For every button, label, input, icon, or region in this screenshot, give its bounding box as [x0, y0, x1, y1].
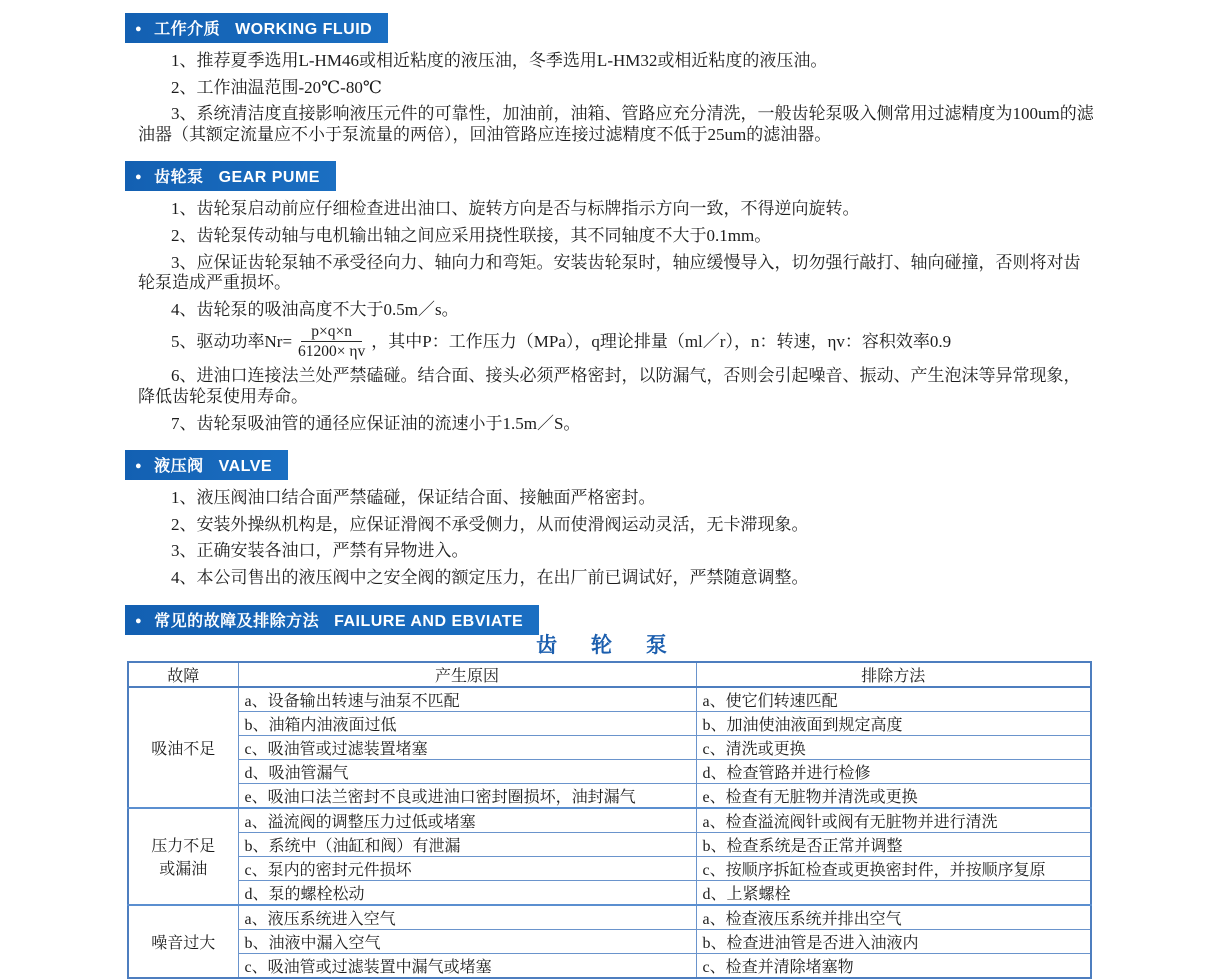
section-failure: [0, 605, 1215, 979]
working-fluid-item-1: 1、推荐夏季选用L-HM46或相近粘度的液压油，冬季选用L-HM32或相近粘度的液压油。: [171, 51, 828, 70]
cause-cell: b、油箱内油液面过低: [238, 711, 696, 735]
fault-table: [127, 661, 1092, 979]
col-header-fault: 故障: [128, 662, 238, 687]
working-fluid-item-2: 2、工作油温范围-20℃-80℃: [171, 77, 382, 97]
remedy-cell: a、检查溢流阀针或阀有无脏物并进行清洗: [696, 808, 1091, 833]
remedy-cell: e、检查有无脏物并清洗或更换: [696, 783, 1091, 808]
valve-item-3: 3、正确安装各油口，严禁有异物进入。: [171, 541, 469, 561]
table-row: [128, 929, 1091, 953]
section-title-cn: 液压阀: [154, 458, 204, 476]
table-row: [128, 953, 1091, 978]
cause-cell: b、系统中（油缸和阀）有泄漏: [238, 832, 696, 856]
cause-cell: c、泵内的密封元件损坏: [238, 856, 696, 880]
col-header-remedy: 排除方法: [696, 662, 1091, 687]
fault-label: 或漏油: [159, 861, 208, 878]
fault-label: 压力不足: [151, 838, 216, 855]
section-title-cn: 常见的故障及排除方法: [154, 612, 320, 630]
fault-table-title: 齿 轮 泵: [536, 633, 681, 657]
remedy-cell: c、按顺序拆缸检查或更换密封件，并按顺序复原: [696, 856, 1091, 880]
table-row: [128, 759, 1091, 783]
remedy-cell: d、检查管路并进行检修: [696, 759, 1091, 783]
fault-cell-insufficient-pressure: [128, 808, 238, 905]
remedy-cell: b、检查系统是否正常并调整: [696, 832, 1091, 856]
table-row: [128, 687, 1091, 712]
section-title-cn: 工作介质: [154, 21, 221, 38]
section-gear-pump: [0, 161, 1215, 434]
bullet-icon: ●: [135, 614, 143, 627]
valve-item-1: 1、液压阀油口结合面严禁磕碰，保证结合面、接触面严格密封。: [171, 488, 656, 508]
gear-pump-item-5-formula: [138, 323, 1096, 360]
remedy-cell: c、检查并清除堵塞物: [696, 953, 1091, 978]
section-title-en: WORKING FLUID: [235, 21, 373, 38]
table-header-row: [128, 662, 1091, 687]
gear-pump-item-1: 1、齿轮泵启动前应仔细检查进出油口、旋转方向是否与标牌指示方向一致，不得逆向旋转。: [171, 199, 860, 219]
table-row: [128, 905, 1091, 930]
remedy-cell: d、上紧螺栓: [696, 880, 1091, 905]
bullet-icon: ●: [135, 460, 143, 473]
gear-pump-item-2: 2、齿轮泵传动轴与电机输出轴之间应采用挠性联接，其不同轴度不大于0.1mm。: [171, 225, 772, 245]
table-row: [128, 808, 1091, 833]
remedy-cell: c、清洗或更换: [696, 735, 1091, 759]
remedy-cell: b、检查进油管是否进入油液内: [696, 929, 1091, 953]
fault-cell-excessive-noise: [128, 905, 238, 978]
section-header-valve: [125, 450, 288, 480]
table-row: [128, 711, 1091, 735]
remedy-cell: b、加油使油液面到规定高度: [696, 711, 1091, 735]
section-header-working-fluid: [125, 13, 388, 43]
formula-numerator: p×q×n: [301, 323, 362, 342]
table-row: [128, 783, 1091, 808]
section-working-fluid: [0, 13, 1215, 145]
col-header-cause: 产生原因: [238, 662, 696, 687]
section-title-en: FAILURE AND EBVIATE: [334, 612, 524, 630]
formula-prefix: 5、驱动功率Nr=: [171, 331, 293, 351]
formula-fraction: [298, 323, 365, 360]
valve-item-4: 4、本公司售出的液压阀中之安全阀的额定压力，在出厂前已调试好，严禁随意调整。: [171, 567, 809, 587]
fault-label: 噪音过大: [151, 934, 216, 952]
bullet-icon: ●: [135, 171, 143, 184]
table-row: [128, 832, 1091, 856]
section-title-cn: 齿轮泵: [154, 169, 204, 187]
bullet-icon: ●: [135, 23, 143, 35]
cause-cell: a、液压系统进入空气: [238, 905, 696, 930]
formula-denominator: 61200× ηv: [298, 343, 366, 361]
table-row: [128, 880, 1091, 905]
fault-cell-insufficient-suction: [128, 687, 238, 808]
cause-cell: d、吸油管漏气: [238, 759, 696, 783]
remedy-cell: a、使它们转速匹配: [696, 687, 1091, 712]
gear-pump-item-4: 4、齿轮泵的吸油高度不大于0.5m／s。: [171, 299, 459, 319]
cause-cell: b、油液中漏入空气: [238, 929, 696, 953]
cause-cell: d、泵的螺栓松动: [238, 880, 696, 905]
gear-pump-item-6: 6、进油口连接法兰处严禁磕碰。结合面、接头必须严格密封，以防漏气，否则会引起噪音、振动、产生泡沫等异常现象，降低齿轮泵使用寿命。: [138, 366, 1081, 406]
cause-cell: a、设备输出转速与油泵不匹配: [238, 687, 696, 712]
section-title-en: GEAR PUME: [218, 169, 320, 187]
section-header-gear-pump: [125, 161, 336, 191]
gear-pump-item-3: 3、应保证齿轮泵轴不承受径向力、轴向力和弯矩。安装齿轮泵时，轴应缓慢导入，切勿强行敲打、轴向碰撞，否则将对齿轮泵造成严重损坏。: [138, 252, 1081, 293]
section-valve: [0, 450, 1215, 588]
fault-label: 吸油不足: [151, 740, 216, 758]
cause-cell: a、溢流阀的调整压力过低或堵塞: [238, 808, 696, 833]
cause-cell: e、吸油口法兰密封不良或进油口密封圈损坏，油封漏气: [238, 783, 696, 808]
gear-pump-item-7: 7、齿轮泵吸油管的通径应保证油的流速小于1.5m／S。: [171, 413, 581, 433]
table-row: [128, 735, 1091, 759]
section-title-en: VALVE: [218, 458, 273, 476]
cause-cell: c、吸油管或过滤装置中漏气或堵塞: [238, 953, 696, 978]
valve-item-2: 2、安装外操纵机构是，应保证滑阀不承受侧力，从而使滑阀运动灵活，无卡滞现象。: [171, 514, 809, 534]
section-header-failure: [125, 605, 539, 635]
cause-cell: c、吸油管或过滤装置堵塞: [238, 735, 696, 759]
working-fluid-item-3: 3、系统清洁度直接影响液压元件的可靠性，加油前，油箱、管路应充分清洗，一般齿轮泵吸入侧常用过滤精度为100um的滤油器（其额定流量应不小于泵流量的两倍），回油管路应连接过滤精度不低于25um的滤油器。: [138, 104, 1094, 144]
table-row: [128, 856, 1091, 880]
formula-suffix: ，其中P：工作压力（MPa），q理论排量（ml／r），n：转速，ηv：容积效率0.9: [371, 331, 952, 351]
remedy-cell: a、检查液压系统并排出空气: [696, 905, 1091, 930]
